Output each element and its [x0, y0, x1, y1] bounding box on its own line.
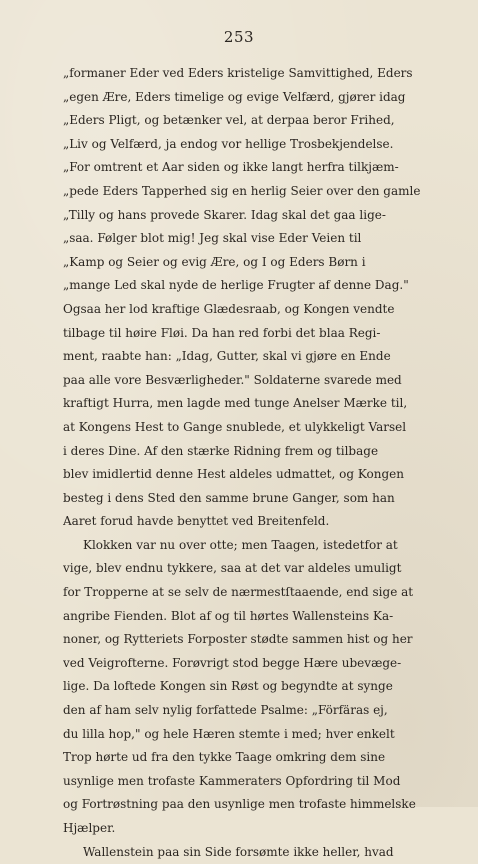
text-line: „Tilly og hans provede Skarer. Idag skal det gaa lige- — [63, 207, 386, 222]
text-line: „mange Led skal nyde de herlige Frugter af denne Dag." — [63, 278, 409, 293]
text-line: i deres Dine. Af den stærke Ridning frem og tilbage — [63, 443, 379, 458]
text-line: „For omtrent et Aar siden og ikke langt herfra tilkjæm- — [63, 160, 399, 175]
text-line: „Kamp og Seier og evig Ære, og I og Eders Børn i — [63, 254, 366, 269]
text-line: den af ham selv nylig forfattede Psalme: „Förfäras ej, — [63, 703, 388, 718]
text-line: og Fortrøstning paa den usynlige men trofaste himmelske — [63, 797, 416, 812]
text-line: tilbage til høire Fløi. Da han red forbi det blaa Regi- — [63, 325, 381, 340]
text-line: du lilla hop," og hele Hæren stemte i med; hver enkelt — [63, 726, 395, 741]
page-number: 253 — [223, 28, 255, 46]
body-text — [63, 62, 429, 864]
text-line: angribe Fienden. Blot af og til hørtes Wallensteins Ka- — [63, 608, 394, 623]
text-line: „egen Ære, Eders timelige og evige Velfærd, gjører idag — [63, 89, 406, 104]
text-line: besteg i dens Sted den samme brune Ganger, som han — [63, 490, 395, 505]
text-line: ved Veigrofterne. Forøvrigt stod begge Hære ubevæge- — [63, 655, 402, 670]
text-line: for Tropperne at se selv de nærmestſtaaende, end sige at — [63, 585, 414, 600]
text-line: Aaret forud havde benyttet ved Breitenfeld. — [63, 514, 330, 529]
text-line: usynlige men trofaste Kammeraters Opfordring til Mod — [63, 773, 401, 788]
text-line: Klokken var nu over otte; men Taagen, istedetfor at — [83, 537, 398, 552]
text-line: noner, og Rytteriets Forposter stødte sammen hist og her — [63, 632, 413, 647]
text-line: kraftigt Hurra, men lagde med tunge Anelser Mærke til, — [63, 396, 408, 411]
text-line: paa alle vore Besværligheder." Soldaterne svarede med — [63, 372, 402, 387]
text-line: Hjælper. — [63, 821, 116, 835]
text-line: Wallenstein paa sin Side forsømte ikke heller, hvad — [83, 844, 394, 859]
text-line: lige. Da loftede Kongen sin Røst og begyndte at synge — [63, 679, 393, 694]
text-line: „Eders Pligt, og betænker vel, at derpaa beror Frihed, — [63, 113, 395, 128]
text-line: vige, blev endnu tykkere, saa at det var aldeles umuligt — [63, 561, 402, 576]
text-line: blev imidlertid denne Hest aldeles udmattet, og Kongen — [63, 467, 404, 482]
text-line: at Kongens Hest to Gange snublede, et ulykkeligt Varsel — [63, 419, 407, 434]
text-line: „saa. Følger blot mig! Jeg skal vise Eder Veien til — [63, 231, 362, 246]
text-line: „formaner Eder ved Eders kristelige Samvittighed, Eders — [63, 66, 413, 80]
text-line: Ogsaa her lod kraftige Glædesraab, og Kongen vendte — [63, 301, 395, 316]
text-line: ment, raabte han: „Idag, Gutter, skal vi gjøre en Ende — [63, 349, 391, 364]
text-line: Trop hørte ud fra den tykke Taage omkring dem sine — [63, 750, 386, 765]
text-line: „Liv og Velfærd, ja endog vor hellige Trosbekjendelse. — [63, 136, 394, 151]
text-line: „pede Eders Tapperhed sig en herlig Seier over den gamle — [63, 183, 421, 198]
